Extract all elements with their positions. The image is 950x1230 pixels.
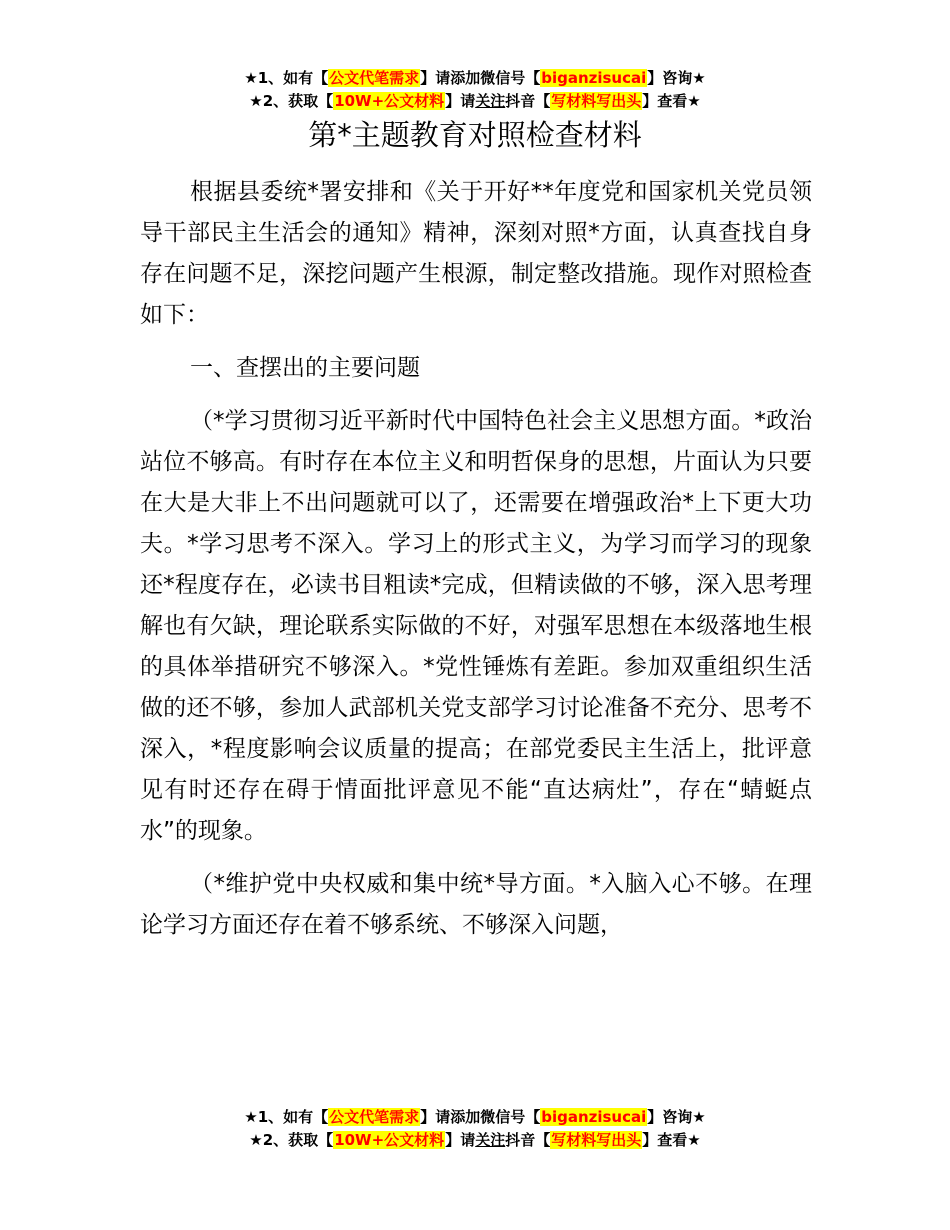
wechat-id-highlight: biganzisucai [541, 69, 647, 87]
wechat-id-highlight: biganzisucai [541, 1108, 647, 1126]
banner-line-2 [0, 1129, 950, 1152]
banner-text: 】请添加微信号【 [420, 69, 541, 87]
banner-text: 】请添加微信号【 [420, 1108, 541, 1126]
document-title: 第*主题教育对照检查材料 [308, 118, 642, 152]
banner-text: 】咨询★ [647, 69, 706, 87]
douyin-account-highlight: 写材料写出头 [551, 92, 642, 110]
banner-line-1 [0, 1106, 950, 1129]
banner-text: 】咨询★ [647, 1108, 706, 1126]
banner-underlined-text: 关注 [475, 92, 506, 110]
banner-text: 抖音【 [505, 1131, 551, 1149]
banner-highlight: 10W+公文材料 [334, 1131, 445, 1149]
section-heading: 一、查摆出的主要问题 [190, 355, 420, 381]
banner-text: ★2、获取【 [249, 1131, 334, 1149]
banner-text: 】请 [445, 1131, 476, 1149]
body-paragraph: 根据县委统*署安排和《关于开好**年度党和国家机关党员领导干部民主生活会的通知》精神，深刻对照*方面，认真查找自身存在问题不足，深挖问题产生根源，制定整改措施。现作对照检查如下： [140, 179, 812, 328]
body-paragraph: （*维护党中央权威和集中统*导方面。*入脑入心不够。在理论学习方面还存在着不够系统、不够深入问题， [140, 871, 812, 938]
douyin-account-highlight: 写材料写出头 [551, 1131, 642, 1149]
banner-highlight: 公文代笔需求 [329, 1108, 420, 1126]
banner-text: 】查看★ [642, 92, 701, 110]
banner-highlight: 10W+公文材料 [334, 92, 445, 110]
body-paragraph: （*学习贯彻习近平新时代中国特色社会主义思想方面。*政治站位不够高。有时存在本位主义和明哲保身的思想，片面认为只要在大是大非上不出问题就可以了，还需要在增强政治*上下更大功夫。*学习思考不深入。学习上的形式主义，为学习而学习的现象还*程度存在，必读书目粗读*完成，但精读做的不够，深入思考理解也有欠缺，理论联系实际做的不好，对强军思想在本级落地生根的具体举措研究不够深入。*党性锤炼有差距。参加双重组织生活做的还不够，参加人武部机关党支部学习讨论准备不充分、思考不深入，*程度影响会议质量的提高；在部党委民主生活上，批评意见有时还存在碍于情面批评意见不能“直达病灶”，存在“蜻蜓点水”的现象。 [140, 408, 812, 844]
banner-highlight: 公文代笔需求 [329, 69, 420, 87]
banner-line-2 [0, 90, 950, 113]
banner-text: ★1、如有【 [244, 69, 329, 87]
banner-text: ★1、如有【 [244, 1108, 329, 1126]
banner-text: ★2、获取【 [249, 92, 334, 110]
banner-underlined-text: 关注 [475, 1131, 506, 1149]
banner-text: 】请 [445, 92, 476, 110]
banner-line-1 [0, 67, 950, 90]
document-body [140, 172, 812, 946]
banner-text: 抖音【 [505, 92, 551, 110]
header-banner [0, 67, 950, 113]
footer-banner [0, 1106, 950, 1152]
banner-text: 】查看★ [642, 1131, 701, 1149]
